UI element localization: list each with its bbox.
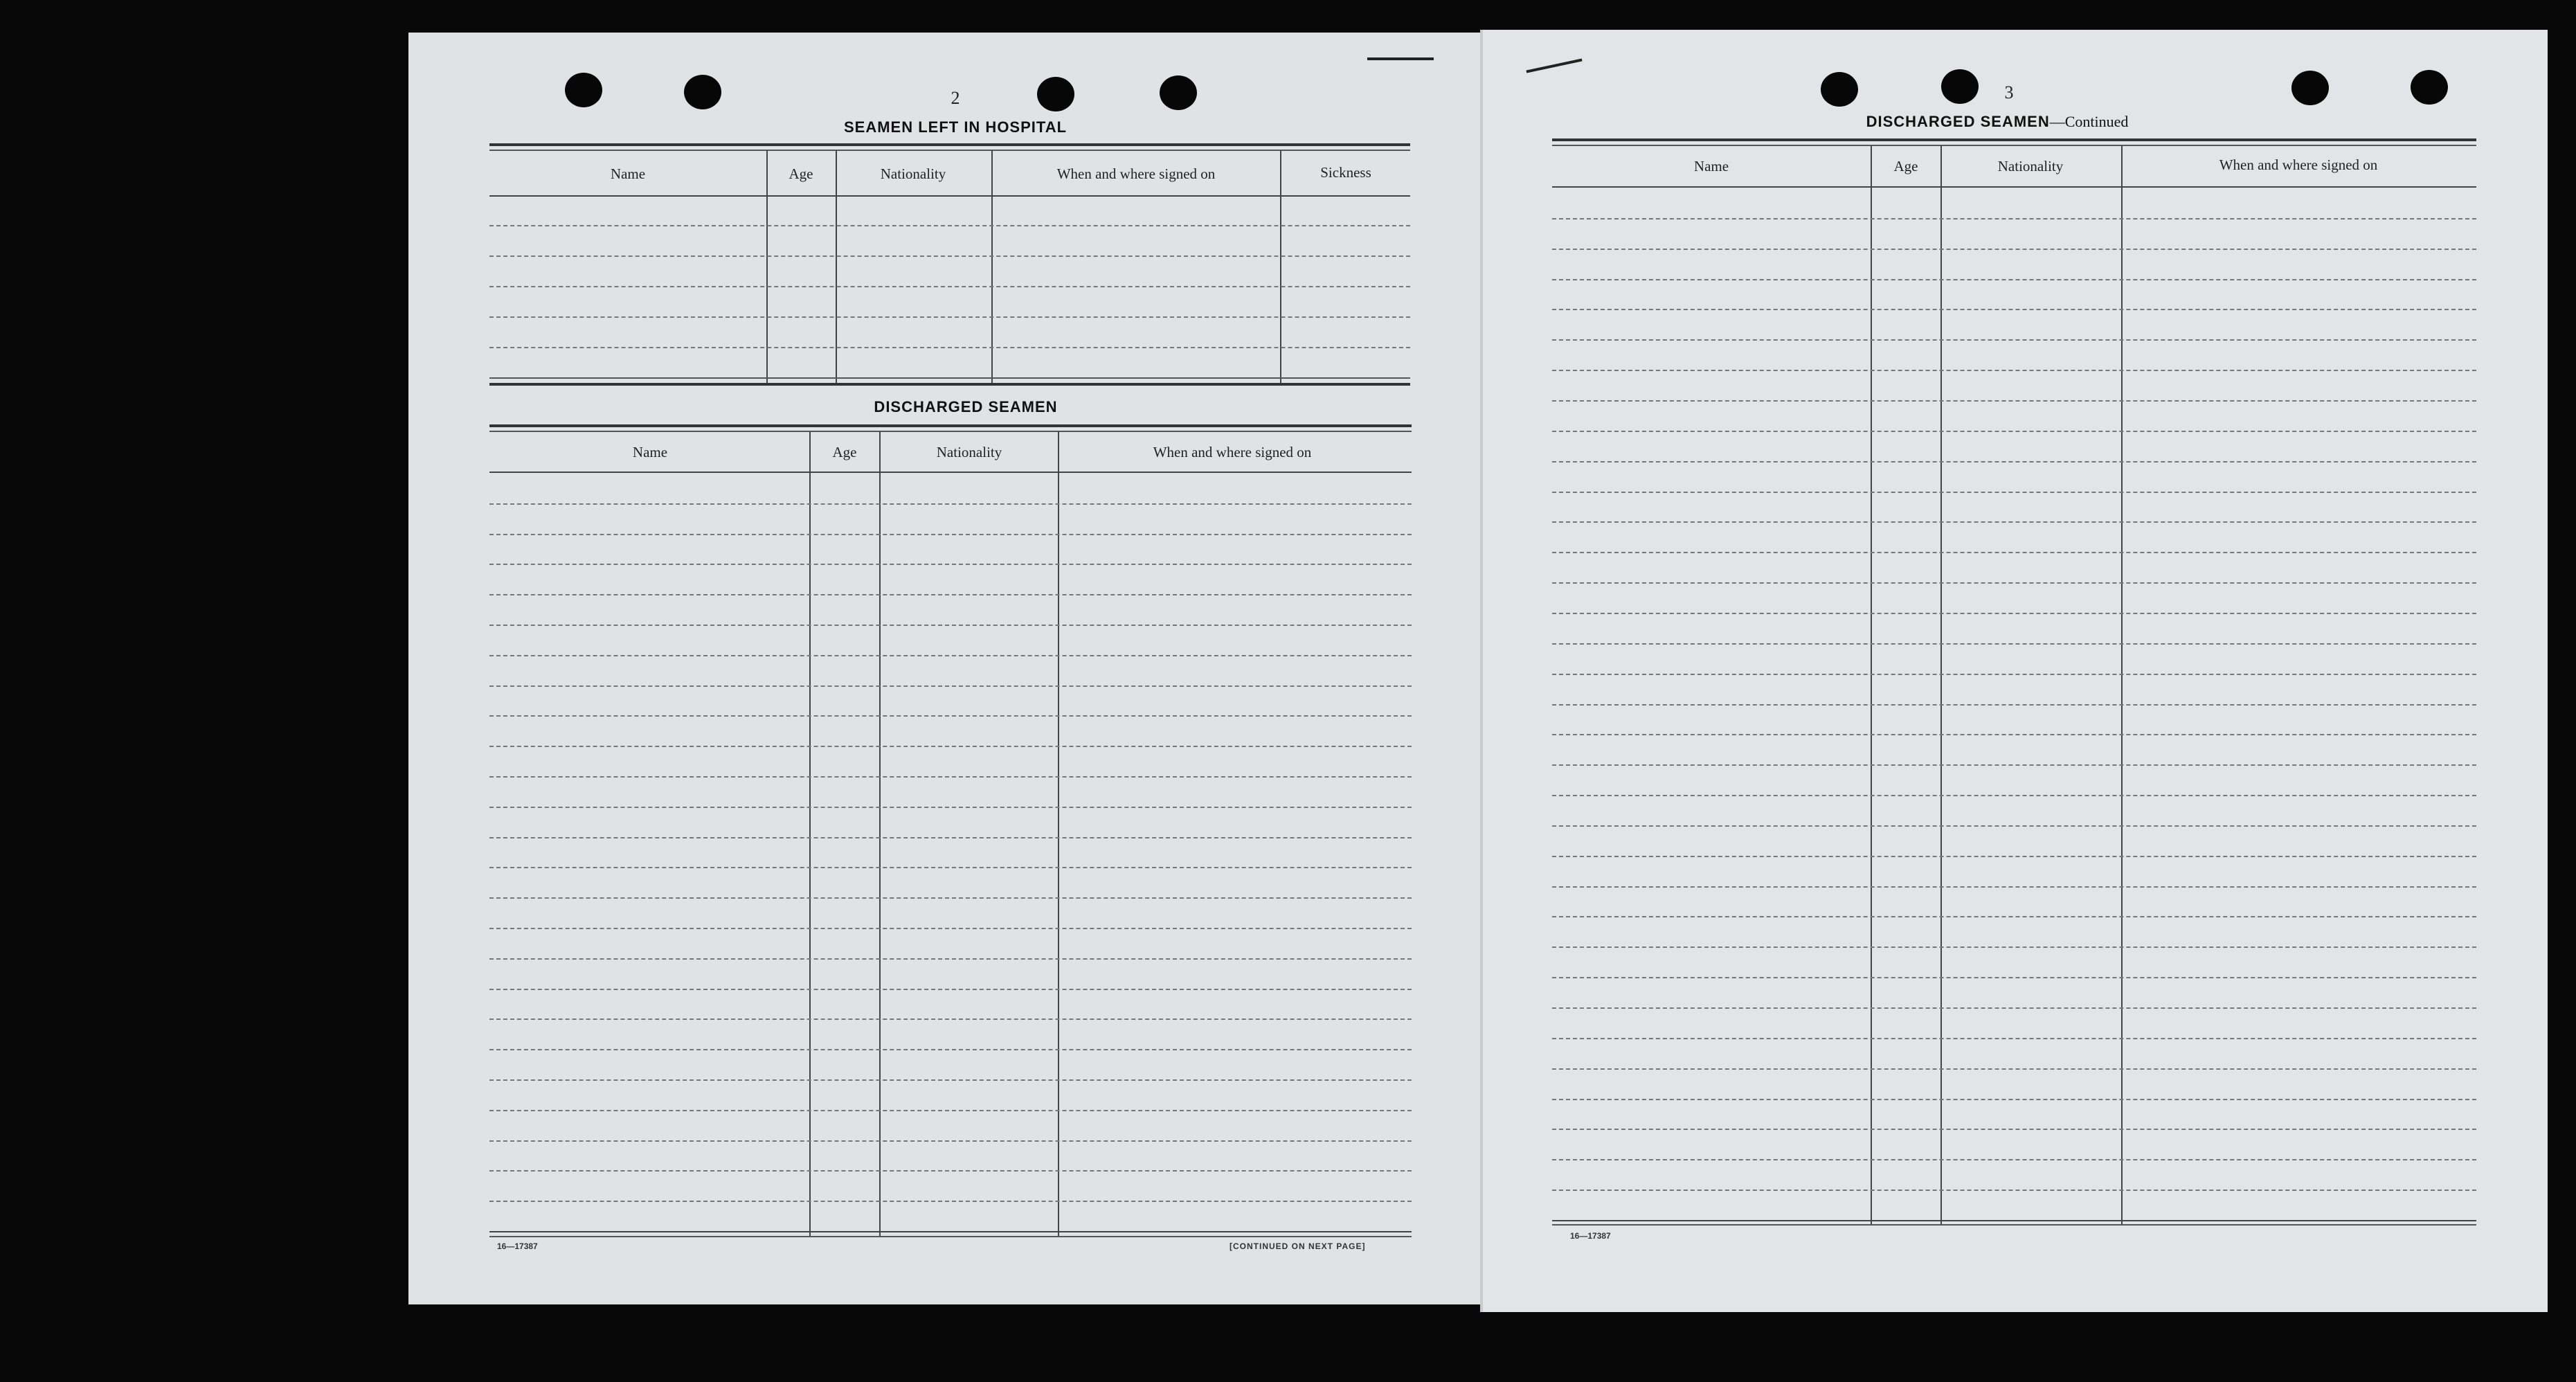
pen-mark [1367,57,1434,60]
punch-hole [565,73,602,107]
table-row [489,655,1412,656]
table-row [1552,1038,2476,1039]
table-row [1552,1007,2476,1009]
table-row [1552,461,2476,463]
column-header-signed-on: When and where signed on [1153,444,1312,460]
table-row [489,958,1412,960]
table-row [489,746,1412,747]
table-row [489,897,1412,899]
table-row [1552,309,2476,310]
column-header-age: Age [1893,158,1918,174]
table-row [1552,552,2476,553]
column-header-nationality: Nationality [1997,158,2064,174]
table-row [1552,734,2476,735]
column-header-nationality: Nationality [936,444,1002,460]
table-row [1552,916,2476,917]
table-row [489,837,1412,838]
discharged-continued-suffix: —Continued [2049,113,2129,130]
column-header-signed-on: When and where signed on [1056,165,1216,182]
punch-hole [1037,77,1074,111]
continued-note: [CONTINUED ON NEXT PAGE] [1230,1241,1366,1251]
table-row [1552,1068,2476,1070]
table-row [1552,249,2476,250]
column-header-name: Name [610,165,646,182]
table-row [489,715,1412,717]
column-header-sickness: Sickness [1320,164,1371,181]
table-row [489,286,1410,287]
table-row [1552,400,2476,402]
discharged-continued-title [1866,113,2129,131]
table-row [489,534,1412,535]
table-row [1552,613,2476,614]
table-row [1552,977,2476,978]
column-header-name: Name [1693,158,1729,174]
table-row [489,989,1412,990]
table-row [1552,1129,2476,1130]
table-row [489,1140,1412,1142]
column-header-signed-on: When and where signed on [2219,156,2378,173]
table-row [1552,1159,2476,1160]
punch-hole [1821,72,1858,107]
left-page [408,33,1483,1304]
hospital-section-title: SEAMEN LEFT IN HOSPITAL [843,118,1068,136]
table-row [489,685,1412,687]
table-row [489,1201,1412,1202]
table-row [489,1018,1412,1020]
table-row [1552,704,2476,706]
column-header-name: Name [632,444,668,460]
table-row [1552,795,2476,796]
table-row [489,347,1410,348]
table-row [1552,218,2476,219]
table-row [489,564,1412,565]
discharged-section-title: DISCHARGED SEAMEN [874,398,1058,415]
table-row [1552,582,2476,584]
table-row [1552,431,2476,432]
page-number: 2 [951,88,960,108]
table-row [489,807,1412,808]
table-row [1552,492,2476,493]
table-row [1552,1099,2476,1100]
form-number: 16—17387 [497,1241,538,1251]
table-row [1552,946,2476,948]
table-row [1552,370,2476,371]
table-row [489,594,1412,595]
punch-hole [2411,70,2448,105]
table-row [489,1079,1412,1081]
table-row [1552,886,2476,888]
discharged-table [489,424,1412,1269]
table-row [1552,339,2476,341]
table-row [489,928,1412,929]
discharged-continued-title-main: DISCHARGED SEAMEN [1866,113,2050,130]
column-header-nationality: Nationality [880,165,946,182]
column-header-age: Age [832,444,857,460]
right-page [1483,30,2548,1312]
table-row [489,1170,1412,1172]
table-row [1552,643,2476,645]
table-row [489,1110,1412,1111]
table-row [1552,856,2476,857]
table-row [1552,674,2476,675]
table-row [1552,1190,2476,1191]
table-row [489,625,1412,626]
column-header-age: Age [789,165,813,182]
table-row [489,316,1410,318]
table-row [489,867,1412,868]
punch-hole [1941,69,1979,104]
table-row [1552,764,2476,766]
hospital-table [489,143,1410,413]
table-row [1552,279,2476,280]
discharged-continued-table [1552,138,2476,1260]
table-row [1552,521,2476,523]
pen-mark [1526,59,1582,73]
form-number: 16—17387 [1570,1231,1611,1241]
page-number: 3 [2004,82,2014,102]
table-row [489,255,1410,257]
table-row [489,225,1410,226]
table-row [489,776,1412,778]
punch-hole [1160,75,1197,110]
punch-hole [684,75,721,109]
table-row [489,503,1412,505]
table-row [489,1049,1412,1050]
table-row [1552,825,2476,827]
punch-hole [2291,71,2329,105]
